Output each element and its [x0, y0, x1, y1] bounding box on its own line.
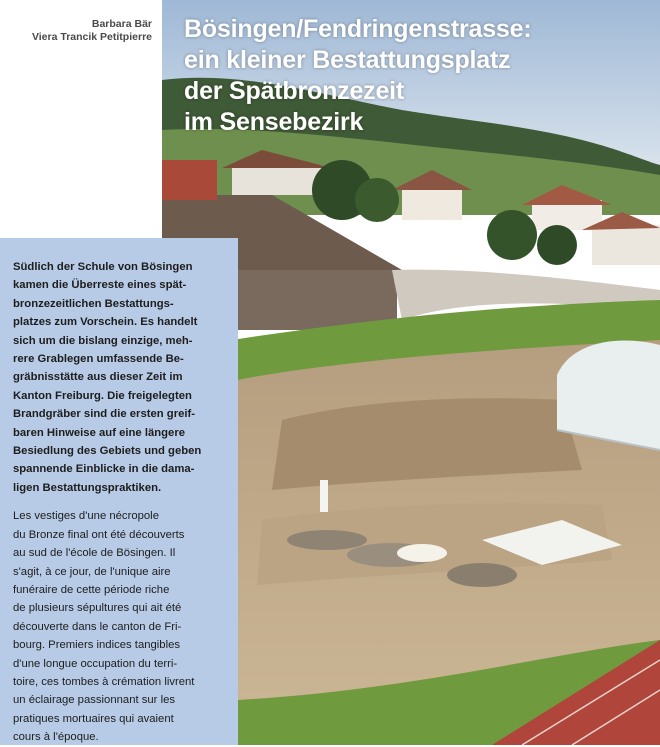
abstract-line: ligen Bestattungspraktiken. [13, 481, 162, 494]
abstract-line: du Bronze final ont été découverts [13, 528, 185, 541]
abstract-line: un éclairage passionnant sur les [13, 694, 176, 707]
author-name: Barbara Bär [91, 18, 152, 30]
title-line: Bösingen/Fendringenstrasse: [184, 15, 532, 43]
title-line: der Spätbronzezeit [184, 77, 405, 105]
abstract-line: Brandgräber sind die ersten greif- [13, 408, 196, 421]
title-line: im Sensebezirk [184, 108, 364, 136]
abstract-line: au sud de l'école de Bösingen. Il [13, 547, 176, 560]
abstract-line: bronzezeitlichen Bestattungs- [13, 297, 174, 310]
abstract-line: bourg. Premiers indices tangibles [13, 639, 181, 652]
abstract-line: gräbnisstätte aus dieser Zeit im [13, 371, 183, 384]
title-line: ein kleiner Bestattungsplatz [184, 46, 511, 74]
abstract-line: spannende Einblicke in die dama- [13, 463, 195, 476]
abstract-line: découverte dans le canton de Fri- [13, 620, 182, 633]
abstract-line: Besiedlung des Gebiets und geben [13, 445, 202, 458]
abstract-line: kamen die Überreste eines spät- [13, 279, 187, 292]
article-title [184, 14, 654, 138]
abstract-line: rere Grablegen umfassende Be- [13, 353, 184, 366]
abstract-german [13, 258, 228, 497]
abstract-line: platzes zum Vorschein. Es handelt [13, 316, 198, 329]
abstract-line: s'agit, à ce jour, de l'unique aire [13, 565, 171, 578]
author-list [0, 18, 152, 44]
abstract-line: cours à l'époque. [13, 731, 99, 744]
abstract-line: pratiques mortuaires qui avaient [13, 712, 174, 725]
abstract-panel [0, 238, 238, 745]
author-name: Viera Trancik Petitpierre [31, 31, 152, 43]
abstract-line: d'une longue occupation du terri- [13, 657, 178, 670]
abstract-french [13, 507, 228, 746]
abstract-line: sich um die bislang einzige, meh- [13, 334, 193, 347]
abstract-line: de plusieurs sépultures qui ait été [13, 602, 182, 615]
abstract-line: Südlich der Schule von Bösingen [13, 261, 193, 273]
abstract-line: funéraire de cette période riche [13, 583, 170, 596]
abstract-line: Les vestiges d'une nécropole [13, 510, 159, 523]
abstract-line: baren Hinweise auf eine längere [13, 426, 186, 439]
abstract-line: Kanton Freiburg. Die freigelegten [13, 389, 192, 402]
abstract-line: toire, ces tombes à crémation livrent [13, 675, 195, 688]
